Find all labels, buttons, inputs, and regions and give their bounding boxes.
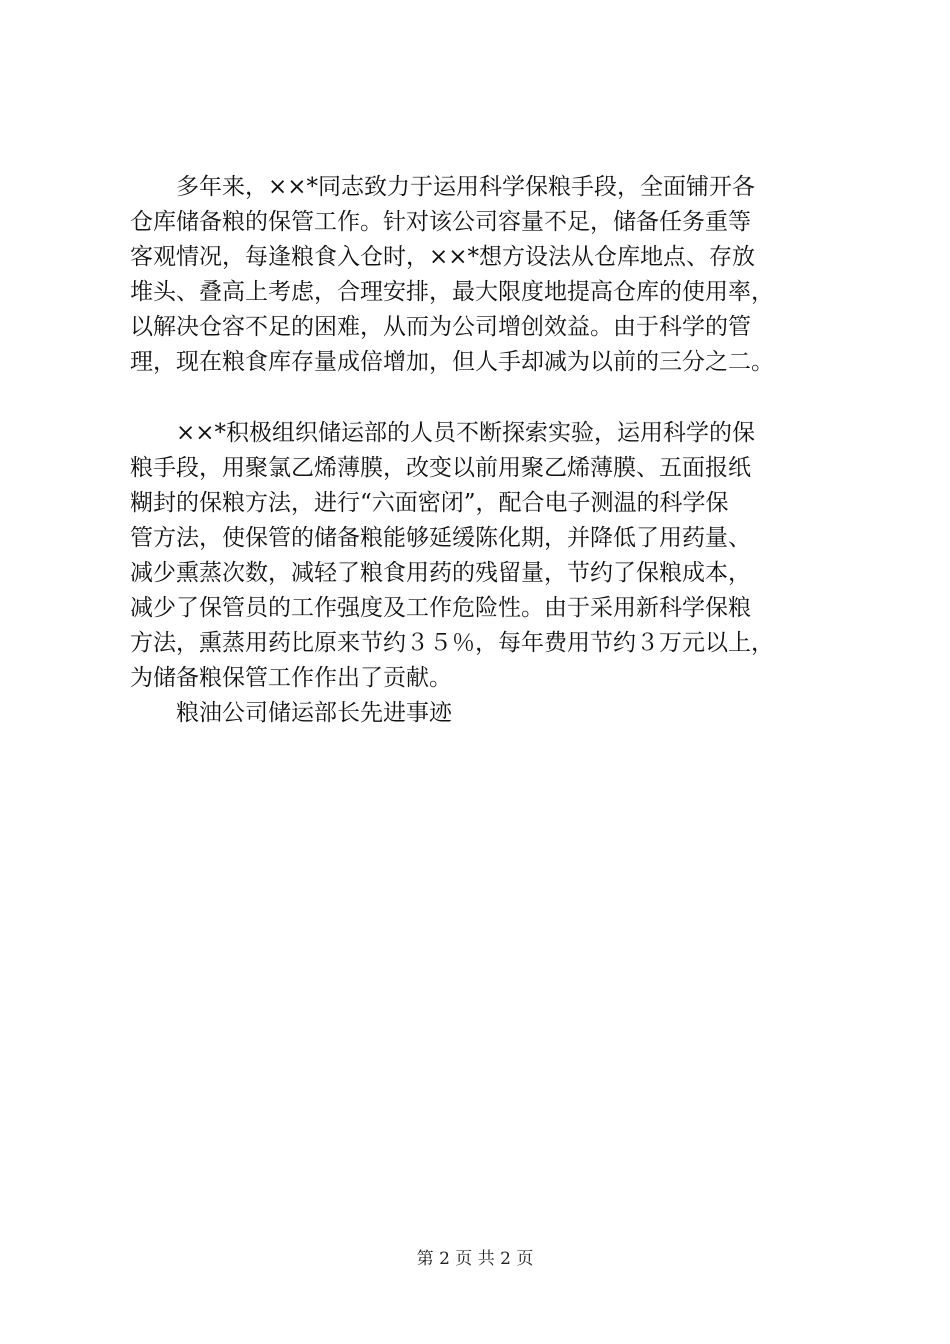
text-line: 堆头、叠高上考虑，合理安排，最大限度地提高仓库的使用率， xyxy=(130,279,774,305)
document-body xyxy=(130,170,840,731)
text-line: 理，现在粮食库存量成倍增加，但人手却减为以前的三分之二。 xyxy=(130,349,774,375)
text-line: 为储备粮保管工作作出了贡献。 xyxy=(130,665,452,691)
text-line: 粮手段，用聚氯乙烯薄膜，改变以前用聚乙烯薄膜、五面报纸 xyxy=(130,455,751,481)
text-line: 减少了保管员的工作强度及工作危险性。由于采用新科学保粮 xyxy=(130,595,751,621)
text-line: 糊封的保粮方法，进行“六面密闭”，配合电子测温的科学保 xyxy=(130,490,729,516)
text-line: 以解决仓容不足的困难，从而为公司增创效益。由于科学的管 xyxy=(130,314,751,340)
text-line: 客观情况，每逢粮食入仓时，××*想方设法从仓库地点、存放 xyxy=(130,244,756,270)
text-line: 仓库储备粮的保管工作。针对该公司容量不足，储备任务重等 xyxy=(130,209,751,235)
text-line: 管方法，使保管的储备粮能够延缓陈化期，并降低了用药量、 xyxy=(130,525,751,551)
text-line: 方法，熏蒸用药比原来节约３５％，每年费用节约３万元以上， xyxy=(130,630,774,656)
text-line: 多年来，××*同志致力于运用科学保粮手段，全面铺开各 xyxy=(176,174,756,200)
text-line: ××*积极组织储运部的人员不断探索实验，运用科学的保 xyxy=(176,420,756,446)
text-line: 减少熏蒸次数，减轻了粮食用药的残留量，节约了保粮成本， xyxy=(130,560,751,586)
paragraph-1 xyxy=(130,170,840,380)
closing-title: 粮油公司储运部长先进事迹 xyxy=(176,700,452,726)
paragraph-2 xyxy=(130,416,840,696)
page-footer: 第 2 页 共 2 页 xyxy=(416,1249,534,1269)
